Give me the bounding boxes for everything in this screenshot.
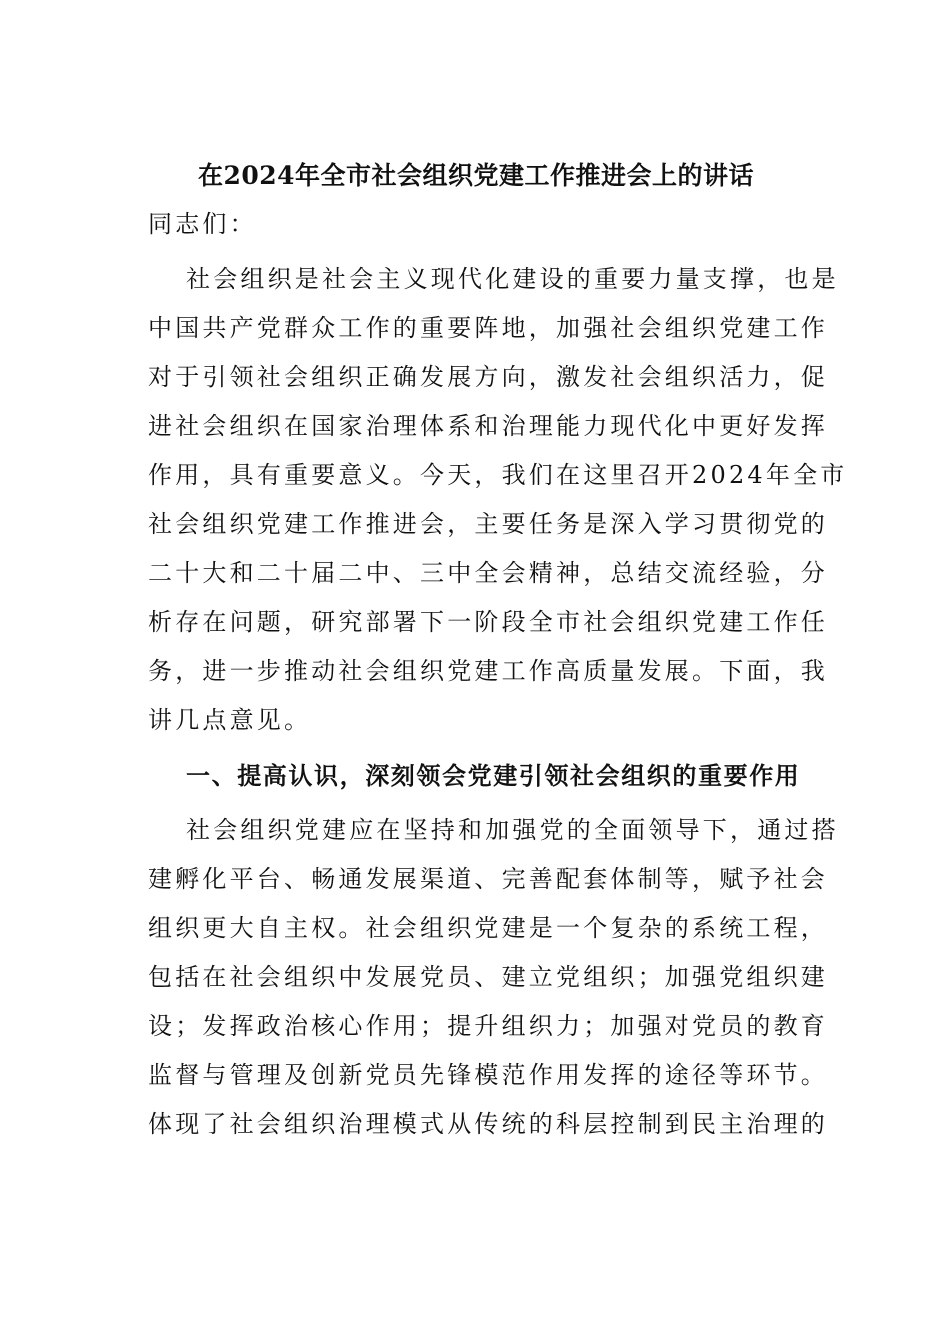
paragraph1-line: 进社会组织在国家治理体系和治理能力现代化中更好发挥: [148, 412, 828, 440]
salutation: 同志们：: [148, 210, 257, 238]
paragraph2-line: 监督与管理及创新党员先锋模范作用发挥的途径等环节。: [148, 1061, 828, 1089]
paragraph2-line: 设；发挥政治核心作用；提升组织力；加强对党员的教育: [148, 1012, 828, 1040]
document-title: 在2024年全市社会组织党建工作推进会上的讲话: [197, 161, 755, 190]
document-body: [148, 200, 848, 1149]
paragraph1-line: 二十大和二十届二中、三中全会精神，总结交流经验，分: [148, 559, 828, 587]
paragraph2-line: 建孵化平台、畅通发展渠道、完善配套体制等，赋予社会: [148, 865, 828, 893]
paragraph1-line: 中国共产党群众工作的重要阵地，加强社会组织党建工作: [148, 314, 828, 342]
paragraph1-line: 社会组织是社会主义现代化建设的重要力量支撑，也是: [186, 265, 839, 293]
paragraph1-line: 作用，具有重要意义。今天，我们在这里召开2024年全市: [148, 461, 848, 489]
paragraph1-line: 务，进一步推动社会组织党建工作高质量发展。下面，我: [148, 657, 828, 685]
paragraph2-line: 包括在社会组织中发展党员、建立党组织；加强党组织建: [148, 963, 828, 991]
paragraph1-line: 对于引领社会组织正确发展方向，激发社会组织活力，促: [148, 363, 828, 391]
paragraph1-line: 社会组织党建工作推进会，主要任务是深入学习贯彻党的: [148, 510, 828, 538]
paragraph2-line: 体现了社会组织治理模式从传统的科层控制到民主治理的: [148, 1110, 828, 1138]
section-heading: 一、提高认识，深刻领会党建引领社会组织的重要作用: [186, 761, 801, 790]
paragraph2-line: 社会组织党建应在坚持和加强党的全面领导下，通过搭: [186, 816, 839, 844]
paragraph2-line: 组织更大自主权。社会组织党建是一个复杂的系统工程，: [148, 914, 828, 942]
paragraph1-line: 讲几点意见。: [148, 706, 312, 734]
paragraph1-line: 析存在问题，研究部署下一阶段全市社会组织党建工作任: [148, 608, 828, 636]
